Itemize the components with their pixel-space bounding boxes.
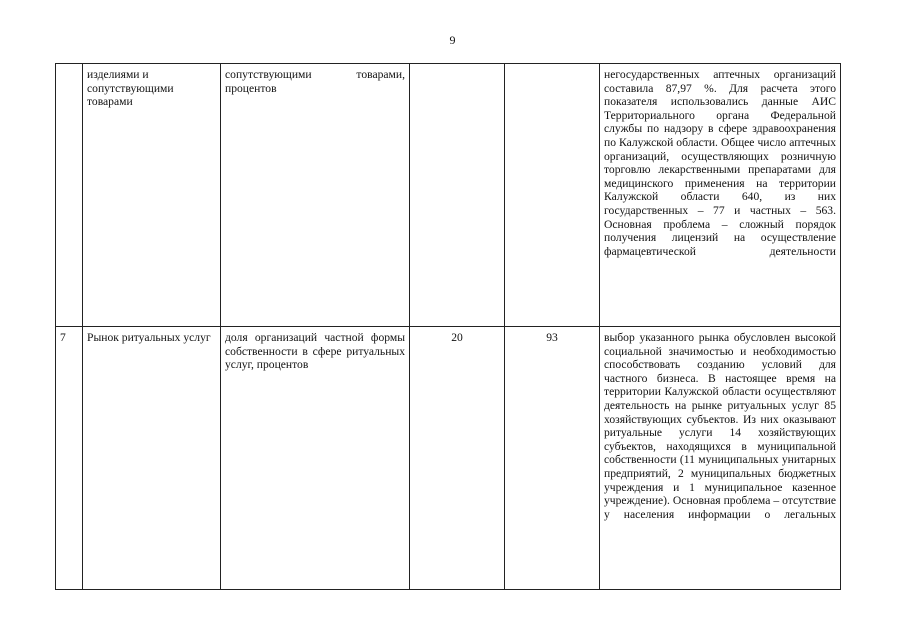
target-value-cell: 93 bbox=[505, 327, 600, 590]
row-number-cell: 7 bbox=[56, 327, 83, 590]
justification-text: выбор указанного рынка обусловлен высокой социальной значимостью и необходимостью способствовать созданию условий для частного бизнеса. В настоящее время на территории Калужской области осуществляют деятельность на рынке ритуальных услуг 85 хозяйствующих субъектов. Из них оказывают ритуальные услуги 14 хозяйствующих субъектов, находящихся в муниципальной собственности (11 муниципальных унитарных предприятий, 2 муниципальных бюджетных учреждения и 1 муниципальное казенное учреждение). Основная проблема – отсутствие у населения информации о легальных bbox=[604, 331, 836, 521]
market-name-cell: изделиями и сопутствующими товарами bbox=[83, 64, 221, 327]
justification-text: негосударственных аптечных организаций составила 87,97 %. Для расчета этого показателя использовались данные АИС Территориального органа Федеральной службы по надзору в сфере здравоохранения по Калужской области. Общее число аптечных организаций, осуществляющих розничную торговлю лекарственными препаратами для медицинского применения на территории Калужской области 640, из них государственных – 77 и частных – 563. Основная проблема – сложный порядок получения лицензий на осуществление фармацевтической деятельности bbox=[604, 68, 836, 258]
market-table bbox=[55, 63, 841, 590]
indicator-cell: доля организаций частной формы собственности в сфере ритуальных услуг, процентов bbox=[221, 327, 410, 590]
row-number-cell bbox=[56, 64, 83, 327]
page-number: 9 bbox=[449, 33, 456, 47]
justification-cell bbox=[600, 327, 841, 590]
justification-cell bbox=[600, 64, 841, 327]
market-name-cell: Рынок ритуальных услуг bbox=[83, 327, 221, 590]
start-value-cell bbox=[410, 64, 505, 327]
indicator-cell: сопутствующими товарами, процентов bbox=[221, 64, 410, 327]
table-row bbox=[56, 327, 841, 590]
target-value-cell bbox=[505, 64, 600, 327]
start-value-cell: 20 bbox=[410, 327, 505, 590]
table-row bbox=[56, 64, 841, 327]
